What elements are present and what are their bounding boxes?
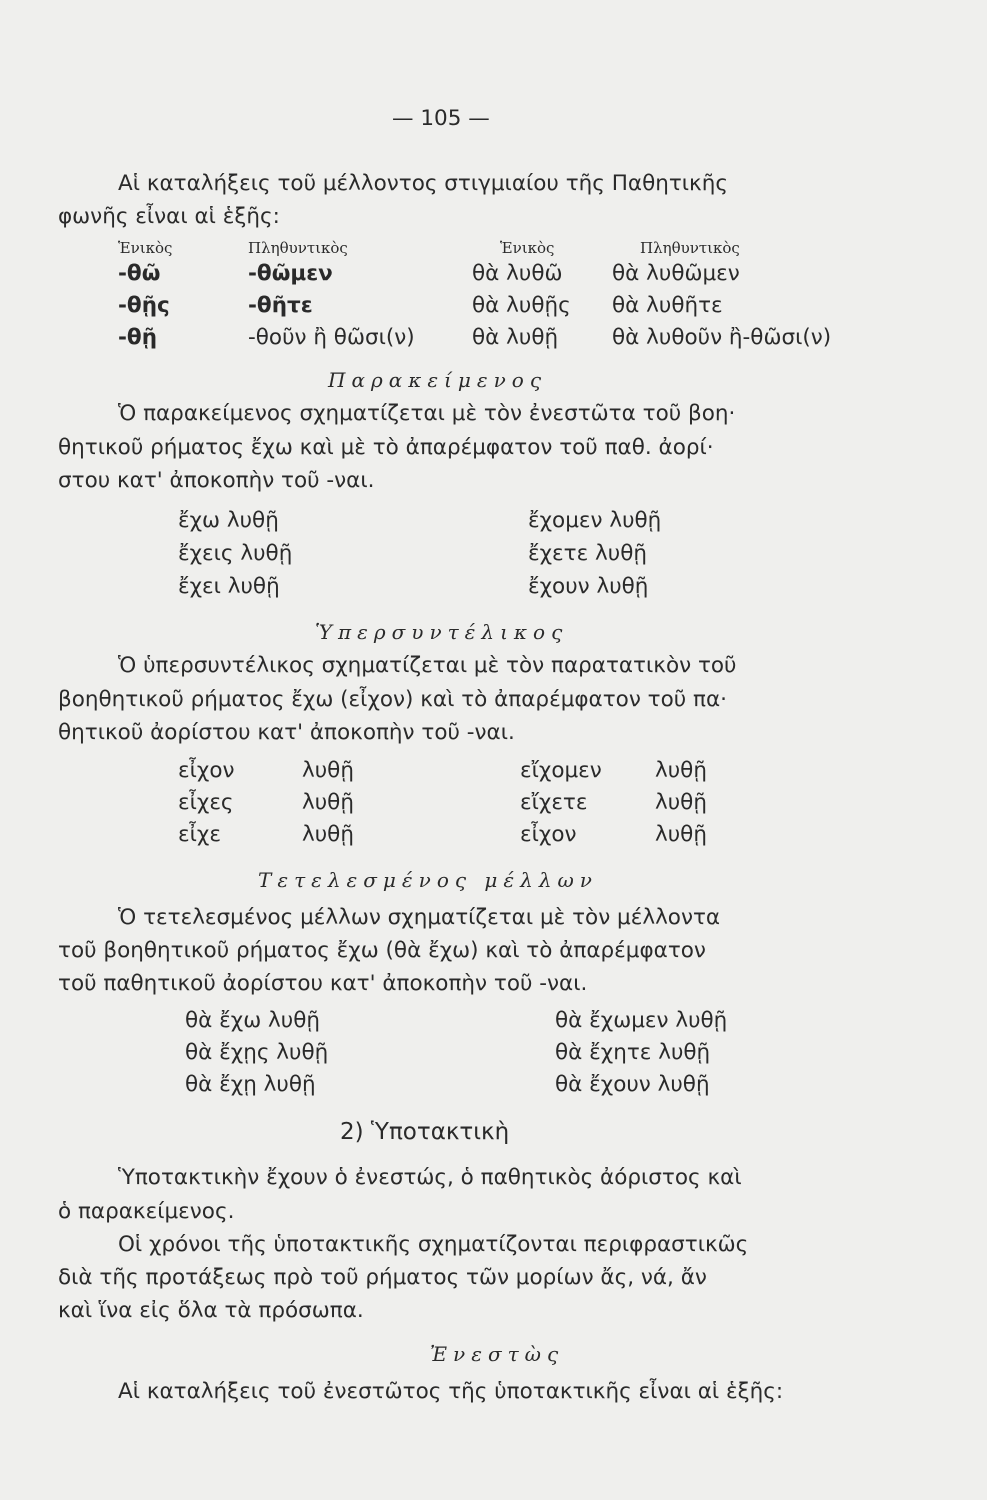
table-header-plural-2: Πληθυντικὸς	[640, 239, 740, 257]
form-singular: ἔχω λυθῇ	[178, 508, 279, 533]
form-plural: ἔχετε λυθῇ	[528, 541, 648, 566]
participle-plural: λυθῇ	[655, 790, 707, 815]
table-header-plural: Πληθυντικὸς	[248, 239, 348, 257]
paragraph-line: θητικοῦ ρήματος ἔχω καὶ μὲ τὸ ἀπαρέμφατον τοῦ παθ. ἀορί·	[58, 435, 714, 460]
form-plural: θὰ ἔχουν λυθῇ	[555, 1072, 710, 1097]
example-plural: θὰ λυθοῦν ἢ-θῶσι(ν)	[612, 325, 832, 350]
paragraph-line: Οἱ χρόνοι τῆς ὑποτακτικῆς σχηματίζονται περιφραστικῶς	[118, 1232, 749, 1257]
table-header-singular-2: Ἑνικὸς	[500, 239, 555, 257]
aux-plural: εἴχετε	[520, 790, 588, 815]
paragraph-line: Ὁ ὑπερσυντέλικος σχηματίζεται μὲ τὸν παρατατικὸν τοῦ	[118, 653, 737, 678]
form-plural: θὰ ἔχητε λυθῇ	[555, 1040, 711, 1065]
page-number: — 105 —	[392, 106, 490, 131]
table-header-singular: Ἑνικὸς	[118, 239, 173, 257]
paragraph-line: βοηθητικοῦ ρήματος ἔχω (εἶχον) καὶ τὸ ἀπαρέμφατον τοῦ πα·	[58, 687, 727, 712]
ending-plural: -θοῦν ἢ θῶσι(ν)	[248, 325, 415, 350]
form-singular: θὰ ἔχω λυθῇ	[185, 1008, 320, 1033]
participle-plural: λυθῇ	[655, 758, 707, 783]
paragraph-line: ὁ παρακείμενος.	[58, 1199, 235, 1224]
paragraph-line: καὶ ἵνα εἰς ὅλα τὰ πρόσωπα.	[58, 1298, 364, 1323]
participle-singular: λυθῇ	[302, 822, 354, 847]
aux-singular: εἶχον	[178, 758, 235, 783]
participle-plural: λυθῇ	[655, 822, 707, 847]
section-title-enestos: Ἐνεστὼς	[430, 1342, 565, 1366]
ending-singular: -θῇ	[118, 325, 158, 350]
paragraph-line: τοῦ βοηθητικοῦ ρήματος ἔχω (θὰ ἔχω) καὶ τὸ ἀπαρέμφατον	[58, 938, 706, 963]
section-title-parakeimenos: Παρακείμενος	[328, 368, 548, 392]
form-singular: θὰ ἔχῃς λυθῇ	[185, 1040, 329, 1065]
participle-singular: λυθῇ	[302, 758, 354, 783]
heading-hypotaktiki: 2) Ὑποτακτικὴ	[340, 1119, 510, 1145]
ending-plural: -θῆτε	[248, 293, 313, 318]
section-title-hypersyntelikos: Ὑπερσυντέλικος	[315, 620, 569, 644]
form-plural: ἔχομεν λυθῇ	[528, 508, 662, 533]
example-plural: θὰ λυθῆτε	[612, 293, 723, 318]
paragraph-line: στου κατ' ἀποκοπὴν τοῦ -ναι.	[58, 468, 375, 493]
paragraph-line: διὰ τῆς προτάξεως πρὸ τοῦ ρήματος τῶν μορίων ἄς, νά, ἄν	[58, 1265, 707, 1290]
intro-line-1: Αἱ καταλήξεις τοῦ μέλλοντος στιγμιαίου τῆς Παθητικῆς	[118, 171, 728, 196]
form-singular: ἔχεις λυθῇ	[178, 541, 293, 566]
participle-singular: λυθῇ	[302, 790, 354, 815]
form-plural: θὰ ἔχωμεν λυθῇ	[555, 1008, 728, 1033]
intro-line-2: φωνῆς εἶναι αἱ ἑξῆς:	[58, 204, 280, 229]
paragraph-line: Ὁ παρακείμενος σχηματίζεται μὲ τὸν ἐνεστῶτα τοῦ βοη·	[118, 401, 736, 426]
section-title-tetelesmenos: Τετελεσμένος μέλλων	[258, 868, 598, 892]
ending-plural: -θῶμεν	[248, 261, 333, 286]
paragraph-line: τοῦ παθητικοῦ ἀορίστου κατ' ἀποκοπὴν τοῦ -ναι.	[58, 971, 588, 996]
example-plural: θὰ λυθῶμεν	[612, 261, 740, 286]
ending-singular: -θῶ	[118, 261, 161, 286]
ending-singular: -θῇς	[118, 293, 170, 318]
paragraph-line: Ὁ τετελεσμένος μέλλων σχηματίζεται μὲ τὸν μέλλοντα	[118, 905, 721, 930]
paragraph-line: θητικοῦ ἀορίστου κατ' ἀποκοπὴν τοῦ -ναι.	[58, 720, 515, 745]
aux-singular: εἶχε	[178, 822, 221, 847]
form-plural: ἔχουν λυθῇ	[528, 574, 649, 599]
aux-plural: εἴχομεν	[520, 758, 602, 783]
paragraph-line: Αἱ καταλήξεις τοῦ ἐνεστῶτος τῆς ὑποτακτικῆς εἶναι αἱ ἑξῆς:	[118, 1379, 784, 1404]
example-singular: θὰ λυθῇ	[472, 325, 559, 350]
form-singular: ἔχει λυθῇ	[178, 574, 280, 599]
example-singular: θὰ λυθῶ	[472, 261, 563, 286]
example-singular: θὰ λυθῇς	[472, 293, 571, 318]
aux-plural: εἶχον	[520, 822, 577, 847]
aux-singular: εἶχες	[178, 790, 234, 815]
form-singular: θὰ ἔχῃ λυθῇ	[185, 1072, 316, 1097]
paragraph-line: Ὑποτακτικὴν ἔχουν ὁ ἐνεστώς, ὁ παθητικὸς ἀόριστος καὶ	[118, 1165, 742, 1190]
